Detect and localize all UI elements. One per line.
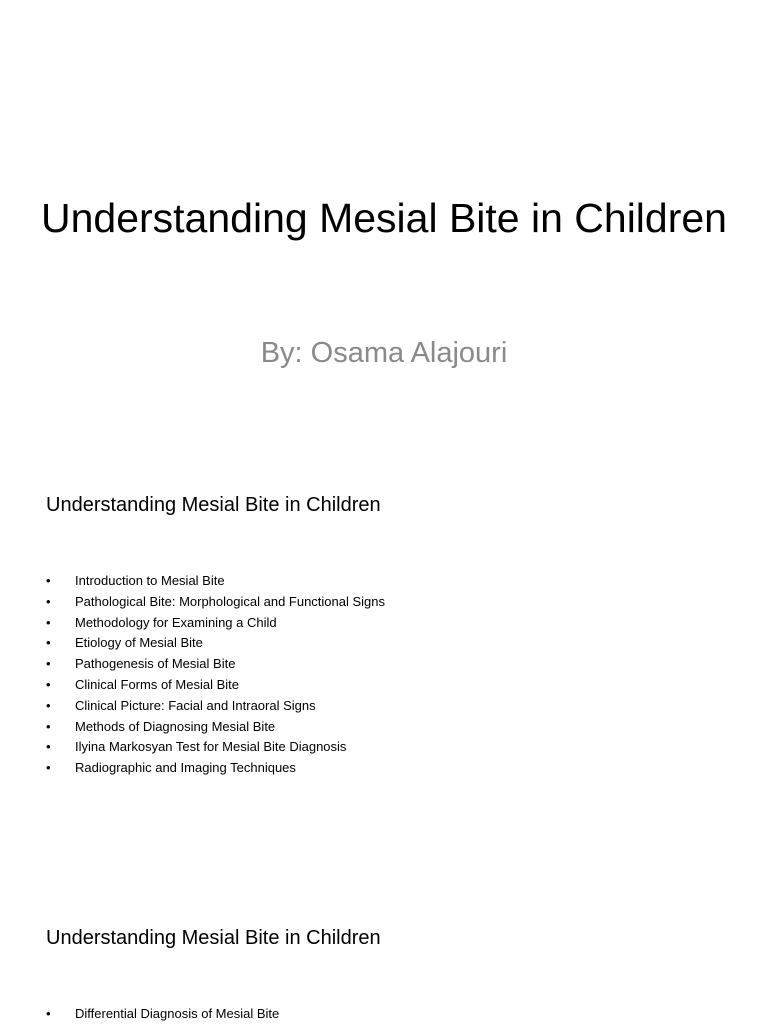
bullet-icon: •: [46, 656, 51, 672]
list-item: [46, 675, 385, 696]
slide-heading: Understanding Mesial Bite in Children: [46, 494, 381, 516]
bullet-icon: •: [46, 573, 51, 588]
presentation-title: Understanding Mesial Bite in Children: [41, 195, 727, 241]
outline-slide-2: [0, 896, 768, 1024]
list-item: [46, 737, 385, 758]
list-item: [46, 717, 385, 738]
list-item: [46, 758, 385, 779]
list-item-text: Clinical Picture: Facial and Intraoral Signs: [75, 697, 316, 713]
list-item: [46, 696, 385, 717]
list-item-text: Radiographic and Imaging Techniques: [75, 760, 296, 776]
bullet-list: [46, 1004, 279, 1025]
bullet-icon: •: [46, 614, 51, 630]
list-item-text: Pathological Bite: Morphological and Functional Signs: [75, 593, 386, 609]
list-item-text: Etiology of Mesial Bite: [75, 635, 203, 651]
list-item: [46, 654, 385, 675]
list-item-text: Differential Diagnosis of Mesial Bite: [75, 1006, 280, 1021]
bullet-icon: •: [46, 635, 51, 651]
list-item: [46, 571, 385, 592]
bullet-icon: •: [46, 1006, 51, 1021]
bullet-icon: •: [46, 593, 51, 609]
list-item-text: Pathogenesis of Mesial Bite: [75, 656, 236, 672]
list-item: [46, 592, 385, 613]
list-item: [46, 613, 385, 634]
bullet-icon: •: [46, 739, 51, 755]
list-item-text: Clinical Forms of Mesial Bite: [75, 676, 239, 692]
bullet-icon: •: [46, 697, 51, 713]
author-subtitle: By: Osama Alajouri: [260, 337, 508, 369]
list-item-text: Introduction to Mesial Bite: [75, 573, 225, 588]
outline-slide-1: [0, 448, 768, 896]
bullet-icon: •: [46, 718, 51, 734]
title-slide: [0, 0, 768, 448]
list-item-text: Ilyina Markosyan Test for Mesial Bite Diagnosis: [75, 739, 347, 755]
bullet-list: [46, 571, 385, 779]
list-item-text: Methods of Diagnosing Mesial Bite: [75, 718, 276, 734]
slide-heading: Understanding Mesial Bite in Children: [46, 927, 381, 949]
bullet-icon: •: [46, 760, 51, 776]
list-item: [46, 1004, 279, 1025]
bullet-icon: •: [46, 676, 51, 692]
list-item-text: Methodology for Examining a Child: [75, 614, 277, 630]
list-item: [46, 633, 385, 654]
